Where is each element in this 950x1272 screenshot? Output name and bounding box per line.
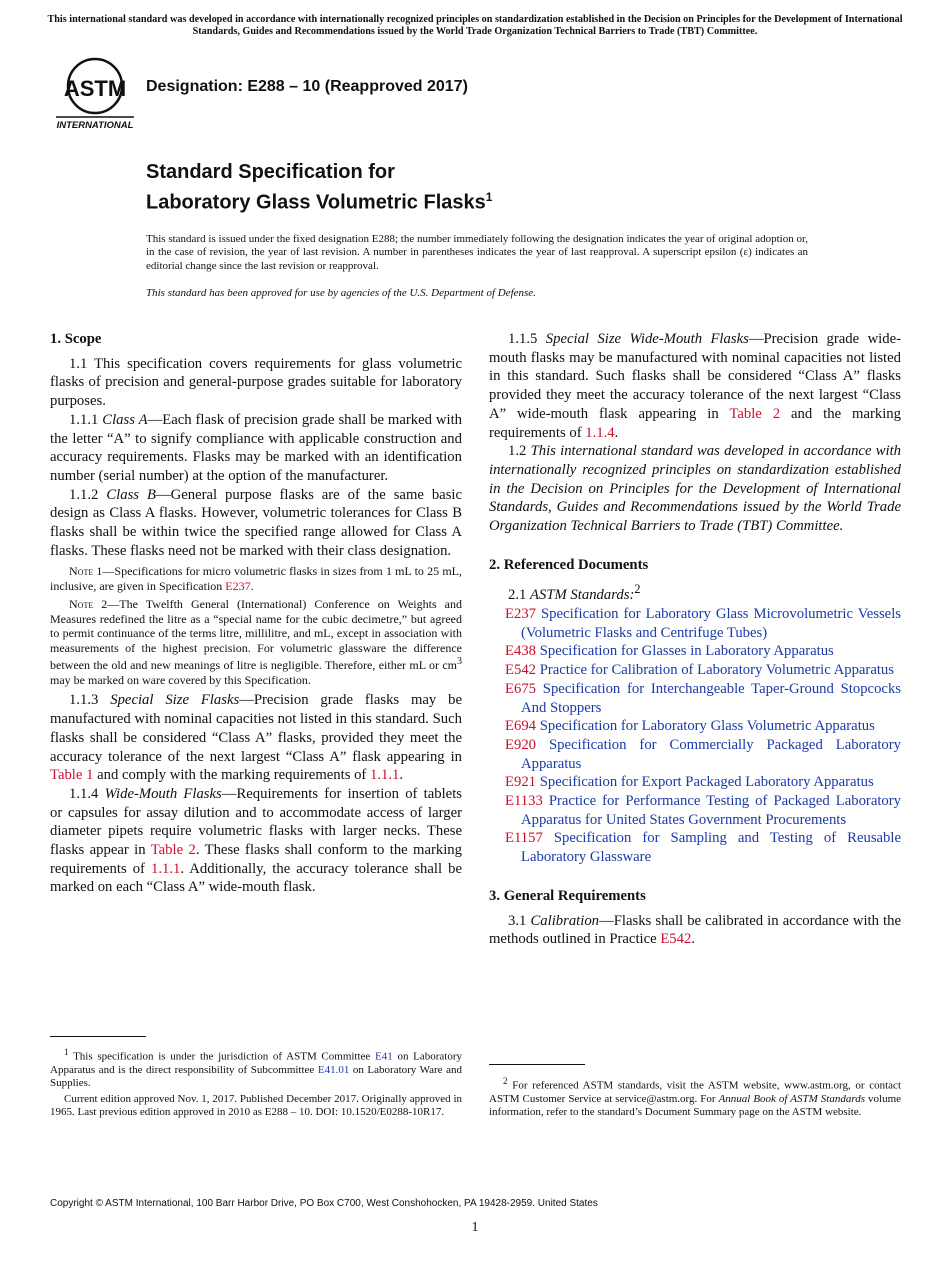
footnote-1 xyxy=(50,1046,462,1122)
footnote-rule-right xyxy=(489,1064,585,1065)
title-line-1: Standard Specification for xyxy=(146,161,395,183)
link-e41[interactable]: E41 xyxy=(375,1050,393,1063)
list-item[interactable]: E921 Specification for Export Packaged Laboratory Apparatus xyxy=(505,774,874,791)
paragraph-1-2: 1.2 This international standard was developed in accordance with internationally recognized principles on standardization established in the Decision on Principles for the Development of International Standards, Guides and Recommendations issued by the World Trade Organization Technical Barriers to Trade (TBT) Committee. xyxy=(489,443,901,535)
approval-statement: This standard has been approved for use by agencies of the U.S. Department of Defense. xyxy=(146,287,536,299)
left-column xyxy=(50,330,462,897)
paragraph-2-1: 2.1 ASTM Standards:$^2$ xyxy=(508,582,641,604)
link-1-1-1[interactable]: 1.1.1 xyxy=(151,860,181,877)
section-heading-referenced-documents: 2. Referenced Documents xyxy=(489,556,649,573)
page-number: 1 xyxy=(471,1220,479,1235)
link-e237[interactable]: E237 xyxy=(225,578,251,593)
list-item[interactable]: E438 Specification for Glasses in Laboratory Apparatus xyxy=(505,643,834,660)
logo-subtext: INTERNATIONAL xyxy=(56,120,134,131)
footnote-2 xyxy=(489,1075,901,1122)
paragraph-1-1-1: 1.1.1 Class A—Each flask of precision grade shall be marked with the letter “A” to signify compliance with applicable construction and accuracy requirements. Flasks may be marked with an identification number (serial number) at the option of the manufacturer. xyxy=(50,411,462,484)
link-table-2[interactable]: Table 2 xyxy=(150,842,196,859)
list-item[interactable]: E542 Practice for Calibration of Laboratory Volumetric Apparatus xyxy=(505,662,894,679)
link-1-1-1[interactable]: 1.1.1 xyxy=(369,767,400,784)
astm-standards-list xyxy=(489,605,901,867)
designation: Designation: E288 – 10 (Reapproved 2017) xyxy=(146,78,468,95)
document-title xyxy=(146,160,492,216)
paragraph-1-1-2: 1.1.2 Class B—General purpose flasks are of the same basic design as Class A flasks. However, volumetric tolerances for Class B flasks shall be within twice the specified range allowed for Class A flasks. These flasks need not be marked with their class designation. xyxy=(50,486,463,559)
logo-text: ASTM xyxy=(63,76,127,101)
note-2: Note 2—The Twelfth General (International) Conference on Weights and Measures redefined the litre as a “special name for the cubic decimetre,” but agreed to permit continuance of the terms litre, millilitre, and mL, except in association with measurements of the highest precision. For volumetric glassware the difference between the old and new meanings of litre is negligible. Therefore, either mL or $cm^3$ may be marked on ware covered by this Specification. xyxy=(50,597,462,687)
link-1-1-4[interactable]: 1.1.4 xyxy=(585,424,615,441)
list-item[interactable]: E1157 Specification for Sampling and Testing of Reusable Laboratory Glassware xyxy=(505,830,901,866)
list-item[interactable]: E920 Specification for Commercially Packaged Laboratory Apparatus xyxy=(505,736,901,772)
footnote-1-paragraph: $^1$ This specification is under the jurisdiction of ASTM Committee E41 on Laboratory Apparatus and is the direct responsibility of Subcommittee E41.01 on Laboratory Ware and Supplies. xyxy=(50,1047,463,1090)
paragraph-1-1-4: 1.1.4 Wide-Mouth Flasks—Requirements for insertion of tablets or capsules for assay dilution and to accommodate access of larger diameter pipets require volumetric flasks with larger necks. These flasks appear in Table 2. These flasks shall conform to the marking requirements of 1.1.1. Additionally, the accuracy tolerance shall be marked on each “Class A” wide-mouth flask. xyxy=(50,785,462,896)
paragraph-1-1: 1.1 This specification covers requirements for glass volumetric flasks of precision and general-purpose grades suitable for laboratory purposes. xyxy=(50,355,462,410)
footnote-2-paragraph: $^2$ For referenced ASTM standards, visit the ASTM website, www.astm.org, or contact ASTM Customer Service at service@astm.org. For Annual Book of ASTM Standards volume information, refer to the standard’s Document Summary page on the ASTM website. xyxy=(489,1076,902,1119)
link-table-2[interactable]: Table 2 xyxy=(729,405,781,422)
list-item[interactable]: E694 Specification for Laboratory Glass Volumetric Apparatus xyxy=(505,718,875,735)
link-e41-01[interactable]: E41.01 xyxy=(317,1064,350,1077)
link-e542[interactable]: E542 xyxy=(660,931,692,948)
list-item[interactable]: E675 Specification for Interchangeable Taper-Ground Stopcocks And Stoppers xyxy=(505,680,901,716)
footnote-rule-left xyxy=(50,1036,146,1037)
link-table-1[interactable]: Table 1 xyxy=(50,767,94,784)
note-1: Note 1—Specifications for micro volumetric flasks in sizes from 1 mL to 25 mL, inclusive, are given in Specification E237. xyxy=(50,564,462,593)
intro-paragraph: This standard is issued under the fixed designation E288; the number immediately following the designation indicates the year of original adoption or, in the case of revision, the year of last revision. A number in parentheses indicates the year of last reapproval. A superscript epsilon (ε) indicates an editorial change since the last revision or reapproval. xyxy=(146,233,808,272)
section-heading-scope: 1. Scope xyxy=(50,331,102,347)
section-heading-general-requirements: 3. General Requirements xyxy=(489,887,646,904)
footnote-1-edition: Current edition approved Nov. 1, 2017. Published December 2017. Originally approved in 1965. Last previous edition approved in 2010 as E288 – 10. DOI: 10.1520/E0288-10R17. xyxy=(50,1092,462,1119)
list-item[interactable]: E1133 Practice for Performance Testing of Packaged Laboratory Apparatus for United States Government Procurements xyxy=(505,793,901,828)
title-line-2: Laboratory Glass Volumetric Flasks$^1$ xyxy=(146,190,493,214)
copyright-line: Copyright © ASTM International, 100 Barr Harbor Drive, PO Box C700, West Conshohocken, PA 19428-2959. United States xyxy=(50,1198,598,1209)
header-note: This international standard was developed in accordance with internationally recognized principles on standardization established in the Decision on Principles for the Development of International Standards, Guides and Recommendations issued by the World Trade Organization Technical Barriers to Trade (TBT) Committee. xyxy=(47,14,903,37)
right-column xyxy=(489,330,901,949)
paragraph-3-1: 3.1 Calibration—Flasks shall be calibrated in accordance with the methods outlined in Practice E542. xyxy=(489,912,902,948)
paragraph-1-1-3: 1.1.3 Special Size Flasks—Precision grade flasks may be manufactured with nominal capacities not listed in this standard. Such flasks shall be considered “Class A” flasks, provided they meet the accuracy tolerance of the next largest “Class A” flask appearing in Table 1 and comply with the marking requirements of 1.1.1. xyxy=(50,692,462,784)
list-item[interactable]: E237 Specification for Laboratory Glass Microvolumetric Vessels (Volumetric Flasks and Centrifuge Tubes) xyxy=(505,606,902,641)
astm-logo xyxy=(54,56,136,132)
paragraph-1-1-5: 1.1.5 Special Size Wide-Mouth Flasks—Precision grade wide-mouth flasks may be manufactured with nominal capacities not listed in this standard. Such flasks shall be considered “Class A” flasks provided they meet the accuracy tolerance of the next largest “Class A” wide-mouth flask appearing in Table 2 and the marking requirements of 1.1.4. xyxy=(489,331,902,441)
